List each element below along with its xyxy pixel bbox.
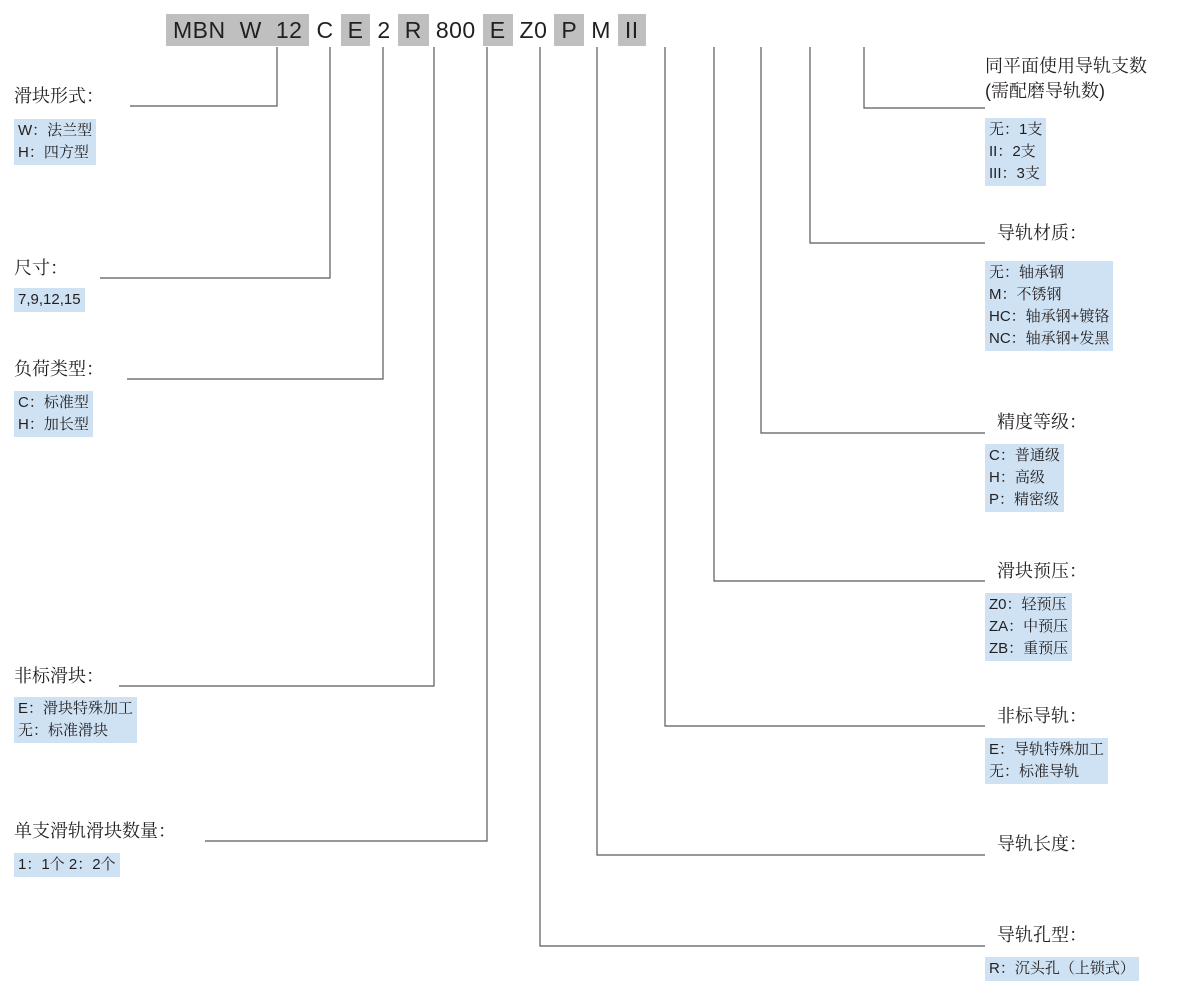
rail-hole-type-options <box>985 957 1139 981</box>
part-number-code <box>166 14 646 46</box>
code-segment-12[interactable]: II <box>618 14 646 46</box>
rail-count-title: 同平面使用导轨支数 <box>985 56 1147 76</box>
code-segment-6[interactable]: R <box>398 14 429 46</box>
nonstandard-slider-title: 非标滑块： <box>14 666 104 686</box>
rail-count-option-1: II：2支 <box>989 143 1036 160</box>
slider-preload-option-0: Z0：轻预压 <box>989 596 1067 613</box>
rail-material-option-2: HC：轴承钢+镀铬 <box>989 308 1110 325</box>
rail-count-option-2: III：3支 <box>989 165 1040 182</box>
rail-hole-type-option-0: R：沉头孔（上锁式） <box>989 960 1135 977</box>
code-segment-11[interactable]: M <box>584 14 618 46</box>
load-type-title: 负荷类型： <box>14 359 104 379</box>
rail-count-option-0: 无：1支 <box>989 121 1043 138</box>
nonstandard-rail-title: 非标导轨： <box>997 706 1087 726</box>
code-segment-2[interactable]: 12 <box>269 14 310 46</box>
accuracy-grade-option-1: H：高级 <box>989 469 1045 486</box>
rail-material-title: 导轨材质： <box>997 223 1087 243</box>
code-segment-3[interactable]: C <box>309 14 340 46</box>
load-type-options <box>14 391 93 437</box>
accuracy-grade-option-0: C：普通级 <box>989 447 1060 464</box>
nonstandard-rail-option-1: 无：标准导轨 <box>989 763 1080 780</box>
accuracy-grade-options <box>985 444 1064 512</box>
code-segment-4[interactable]: E <box>341 14 371 46</box>
slider-preload-title: 滑块预压： <box>997 561 1087 581</box>
slider-type-option-0: W：法兰型 <box>18 122 93 139</box>
rail-hole-type-title: 导轨孔型： <box>997 925 1087 945</box>
code-segment-5[interactable]: 2 <box>370 14 397 46</box>
slider-count-options <box>14 853 120 877</box>
slider-preload-option-1: ZA：中预压 <box>989 618 1069 635</box>
rail-material-option-0: 无：轴承钢 <box>989 264 1065 281</box>
accuracy-grade-option-2: P：精密级 <box>989 491 1060 508</box>
nonstandard-slider-option-0: E：滑块特殊加工 <box>18 700 134 717</box>
code-segment-0[interactable]: MBN <box>166 14 233 46</box>
nonstandard-slider-option-1: 无：标准滑块 <box>18 722 109 739</box>
rail-count-options <box>985 118 1046 186</box>
slider-type-option-1: H：四方型 <box>18 144 89 161</box>
rail-material-option-3: NC：轴承钢+发黑 <box>989 330 1110 347</box>
load-type-option-1: H：加长型 <box>18 416 89 433</box>
code-segment-7[interactable]: 800 <box>429 14 483 46</box>
code-segment-8[interactable]: E <box>483 14 513 46</box>
slider-preload-options <box>985 593 1072 661</box>
slider-count-title: 单支滑轨滑块数量： <box>14 821 176 841</box>
code-segment-9[interactable]: Z0 <box>513 14 555 46</box>
nonstandard-rail-options <box>985 738 1108 784</box>
rail-material-option-1: M：不锈钢 <box>989 286 1062 303</box>
size-title: 尺寸： <box>14 258 68 278</box>
slider-count-option-0: 1：1个 2：2个 <box>18 856 116 873</box>
slider-type-options <box>14 119 96 165</box>
accuracy-grade-title: 精度等级： <box>997 412 1087 432</box>
rail-length-title: 导轨长度： <box>997 834 1087 854</box>
rail-material-options <box>985 261 1113 351</box>
slider-type-title: 滑块形式： <box>14 86 104 106</box>
size-options <box>14 288 85 312</box>
load-type-option-0: C：标准型 <box>18 394 89 411</box>
slider-preload-option-2: ZB：重预压 <box>989 640 1069 657</box>
code-segment-10[interactable]: P <box>554 14 584 46</box>
size-option-0: 7,9,12,15 <box>18 291 81 308</box>
nonstandard-rail-option-0: E：导轨特殊加工 <box>989 741 1105 758</box>
rail-count-subtitle: (需配磨导轨数) <box>985 81 1105 101</box>
code-segment-1[interactable]: W <box>233 14 269 46</box>
nonstandard-slider-options <box>14 697 137 743</box>
